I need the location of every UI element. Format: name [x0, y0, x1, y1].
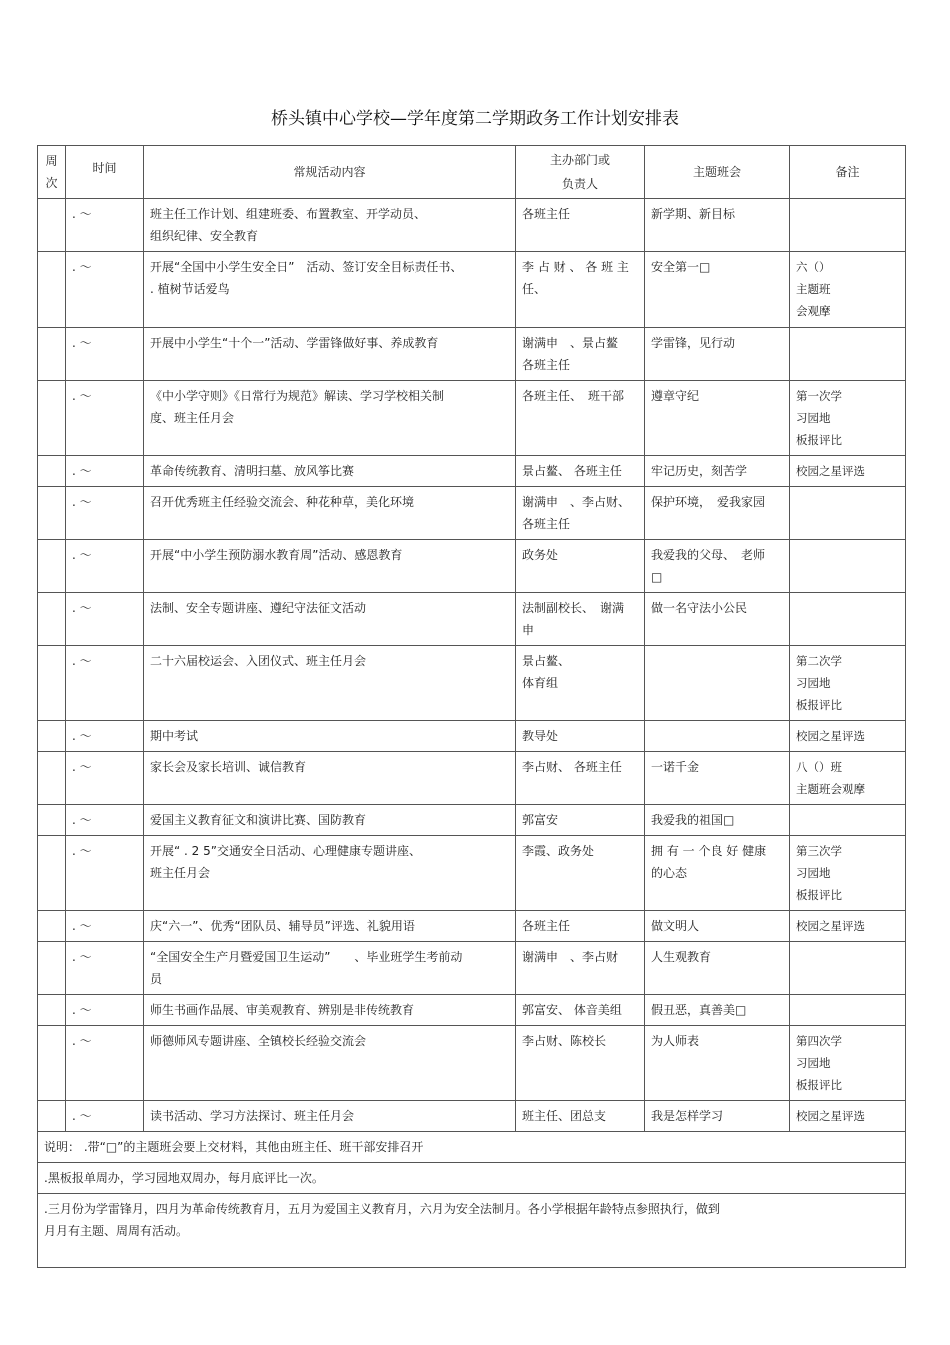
time-cell: . ～	[66, 911, 144, 942]
week-cell	[38, 805, 66, 836]
dept-cell: 郭富安	[516, 805, 645, 836]
table-row	[38, 805, 906, 836]
note-cell	[790, 487, 906, 540]
content-cell: 家长会及家长培训、诚信教育	[144, 752, 516, 805]
content-cell: “全国安全生产月暨爱国卫生运动” 、毕业班学生考前动 员	[144, 942, 516, 995]
table-row	[38, 836, 906, 911]
footnote-row	[38, 1132, 906, 1163]
content-cell: 师生书画作品展、审美观教育、辨别是非传统教育	[144, 995, 516, 1026]
time-cell: . ～	[66, 252, 144, 328]
header-content: 常规活动内容	[144, 146, 516, 199]
week-cell	[38, 593, 66, 646]
note-cell	[790, 805, 906, 836]
week-cell	[38, 995, 66, 1026]
theme-cell: 一诺千金	[645, 752, 790, 805]
table-row	[38, 593, 906, 646]
content-cell: 开展“ . 2 5”交通安全日活动、心理健康专题讲座、 班主任月会	[144, 836, 516, 911]
dept-cell: 法制副校长、 谢满 申	[516, 593, 645, 646]
content-cell: 庆“六一”、优秀“团队员、辅导员”评选、礼貌用语	[144, 911, 516, 942]
theme-cell: 遵章守纪	[645, 381, 790, 456]
table-row	[38, 942, 906, 995]
theme-cell: 保护环境， 爱我家园	[645, 487, 790, 540]
theme-cell: 学雷锋，见行动	[645, 328, 790, 381]
footnote-row	[38, 1194, 906, 1268]
dept-cell: 政务处	[516, 540, 645, 593]
week-cell	[38, 752, 66, 805]
content-cell: 开展中小学生“十个一”活动、学雷锋做好事、养成教育	[144, 328, 516, 381]
theme-cell: 人生观教育	[645, 942, 790, 995]
week-cell	[38, 911, 66, 942]
time-cell: . ～	[66, 1101, 144, 1132]
table-row	[38, 540, 906, 593]
content-cell: 开展“中小学生预防溺水教育周”活动、感恩教育	[144, 540, 516, 593]
content-cell: 革命传统教育、清明扫墓、放风筝比赛	[144, 456, 516, 487]
table-row	[38, 381, 906, 456]
table-row	[38, 911, 906, 942]
table-row	[38, 252, 906, 328]
footnote-text: .黑板报单周办，学习园地双周办，每月底评比一次。	[38, 1163, 906, 1194]
week-cell	[38, 199, 66, 252]
week-cell	[38, 646, 66, 721]
content-cell: 《中小学守则》《日常行为规范》解读、学习学校相关制 度、班主任月会	[144, 381, 516, 456]
content-cell: 开展“全国中小学生安全日” 活动、签订安全目标责任书、 . 植树节话爱鸟	[144, 252, 516, 328]
note-cell	[790, 199, 906, 252]
time-cell: . ～	[66, 456, 144, 487]
table-row	[38, 328, 906, 381]
dept-cell: 李占财、陈校长	[516, 1026, 645, 1101]
dept-cell: 李霞、政务处	[516, 836, 645, 911]
week-cell	[38, 487, 66, 540]
note-cell: 第三次学 习园地 板报评比	[790, 836, 906, 911]
footnote-row	[38, 1163, 906, 1194]
note-cell: 第四次学 习园地 板报评比	[790, 1026, 906, 1101]
note-cell: 校园之星评选	[790, 1101, 906, 1132]
header-time: 时间	[66, 146, 144, 199]
header-note: 备注	[790, 146, 906, 199]
table-row	[38, 487, 906, 540]
document-title: 桥头镇中心学校—学年度第二学期政务工作计划安排表	[271, 109, 679, 129]
content-cell: 二十六届校运会、入团仪式、班主任月会	[144, 646, 516, 721]
note-cell: 校园之星评选	[790, 456, 906, 487]
theme-cell: 做一名守法小公民	[645, 593, 790, 646]
time-cell: . ～	[66, 1026, 144, 1101]
table-row	[38, 1026, 906, 1101]
week-cell	[38, 381, 66, 456]
week-cell	[38, 540, 66, 593]
theme-cell: 新学期、新目标	[645, 199, 790, 252]
note-cell: 八（）班 主题班会观摩	[790, 752, 906, 805]
theme-cell: 假丑恶，真善美□	[645, 995, 790, 1026]
week-cell	[38, 836, 66, 911]
week-cell	[38, 1026, 66, 1101]
table-row	[38, 646, 906, 721]
theme-cell: 我是怎样学习	[645, 1101, 790, 1132]
theme-cell: 安全第一□	[645, 252, 790, 328]
note-cell: 校园之星评选	[790, 911, 906, 942]
content-cell: 期中考试	[144, 721, 516, 752]
dept-cell: 各班主任、 班干部	[516, 381, 645, 456]
time-cell: . ～	[66, 540, 144, 593]
note-cell: 校园之星评选	[790, 721, 906, 752]
dept-cell: 谢满申 、李占财、 各班主任	[516, 487, 645, 540]
content-cell: 班主任工作计划、组建班委、布置教室、开学动员、 组织纪律、安全教育	[144, 199, 516, 252]
time-cell: . ～	[66, 646, 144, 721]
dept-cell: 郭富安、 体音美组	[516, 995, 645, 1026]
theme-cell: 我爱我的祖国□	[645, 805, 790, 836]
theme-cell: 我爱我的父母、 老师 □	[645, 540, 790, 593]
dept-cell: 景占鳌、 体育组	[516, 646, 645, 721]
note-cell	[790, 593, 906, 646]
theme-cell: 为人师表	[645, 1026, 790, 1101]
week-cell	[38, 721, 66, 752]
dept-cell: 景占鳌、 各班主任	[516, 456, 645, 487]
note-cell	[790, 995, 906, 1026]
theme-cell: 拥 有 一 个良 好 健康 的心态	[645, 836, 790, 911]
time-cell: . ～	[66, 721, 144, 752]
time-cell: . ～	[66, 593, 144, 646]
time-cell: . ～	[66, 836, 144, 911]
header-row	[38, 146, 906, 199]
table-row	[38, 199, 906, 252]
note-cell	[790, 328, 906, 381]
table-row	[38, 1101, 906, 1132]
dept-cell: 谢满申 、景占鳌 各班主任	[516, 328, 645, 381]
content-cell: 爱国主义教育征文和演讲比赛、国防教育	[144, 805, 516, 836]
week-cell	[38, 456, 66, 487]
time-cell: . ～	[66, 487, 144, 540]
dept-cell: 各班主任	[516, 911, 645, 942]
content-cell: 读书活动、学习方法探讨、班主任月会	[144, 1101, 516, 1132]
dept-cell: 李 占 财 、 各 班 主 任、	[516, 252, 645, 328]
time-cell: . ～	[66, 328, 144, 381]
week-cell	[38, 252, 66, 328]
time-cell: . ～	[66, 942, 144, 995]
time-cell: . ～	[66, 995, 144, 1026]
table-row	[38, 752, 906, 805]
content-cell: 师德师风专题讲座、全镇校长经验交流会	[144, 1026, 516, 1101]
time-cell: . ～	[66, 199, 144, 252]
dept-cell: 谢满申 、李占财	[516, 942, 645, 995]
week-cell	[38, 328, 66, 381]
dept-cell: 李占财、 各班主任	[516, 752, 645, 805]
dept-cell: 班主任、团总支	[516, 1101, 645, 1132]
theme-cell: 做文明人	[645, 911, 790, 942]
note-cell	[790, 540, 906, 593]
theme-cell	[645, 646, 790, 721]
header-theme: 主题班会	[645, 146, 790, 199]
dept-cell: 教导处	[516, 721, 645, 752]
table-row	[38, 456, 906, 487]
note-cell: 六（） 主题班 会观摩	[790, 252, 906, 328]
table-row	[38, 995, 906, 1026]
time-cell: . ～	[66, 805, 144, 836]
week-cell	[38, 942, 66, 995]
header-dept: 主办部门或 负责人	[516, 146, 645, 199]
dept-cell: 各班主任	[516, 199, 645, 252]
header-week: 周 次	[38, 146, 66, 199]
theme-cell	[645, 721, 790, 752]
footnote-text: .三月份为学雷锋月，四月为革命传统教育月，五月为爱国主义教育月，六月为安全法制月。各小学根据年龄特点参照执行，做到 月月有主题、周周有活动。	[38, 1194, 906, 1268]
time-cell: . ～	[66, 752, 144, 805]
note-cell: 第二次学 习园地 板报评比	[790, 646, 906, 721]
content-cell: 召开优秀班主任经验交流会、种花种草，美化环境	[144, 487, 516, 540]
week-cell	[38, 1101, 66, 1132]
note-cell: 第一次学 习园地 板报评比	[790, 381, 906, 456]
table-row	[38, 721, 906, 752]
time-cell: . ～	[66, 381, 144, 456]
theme-cell: 牢记历史，刻苦学	[645, 456, 790, 487]
content-cell: 法制、安全专题讲座、遵纪守法征文活动	[144, 593, 516, 646]
plan-table	[37, 145, 906, 1268]
note-cell	[790, 942, 906, 995]
footnote-text: 说明： .带“□”的主题班会要上交材料，其他由班主任、班干部安排召开	[38, 1132, 906, 1163]
